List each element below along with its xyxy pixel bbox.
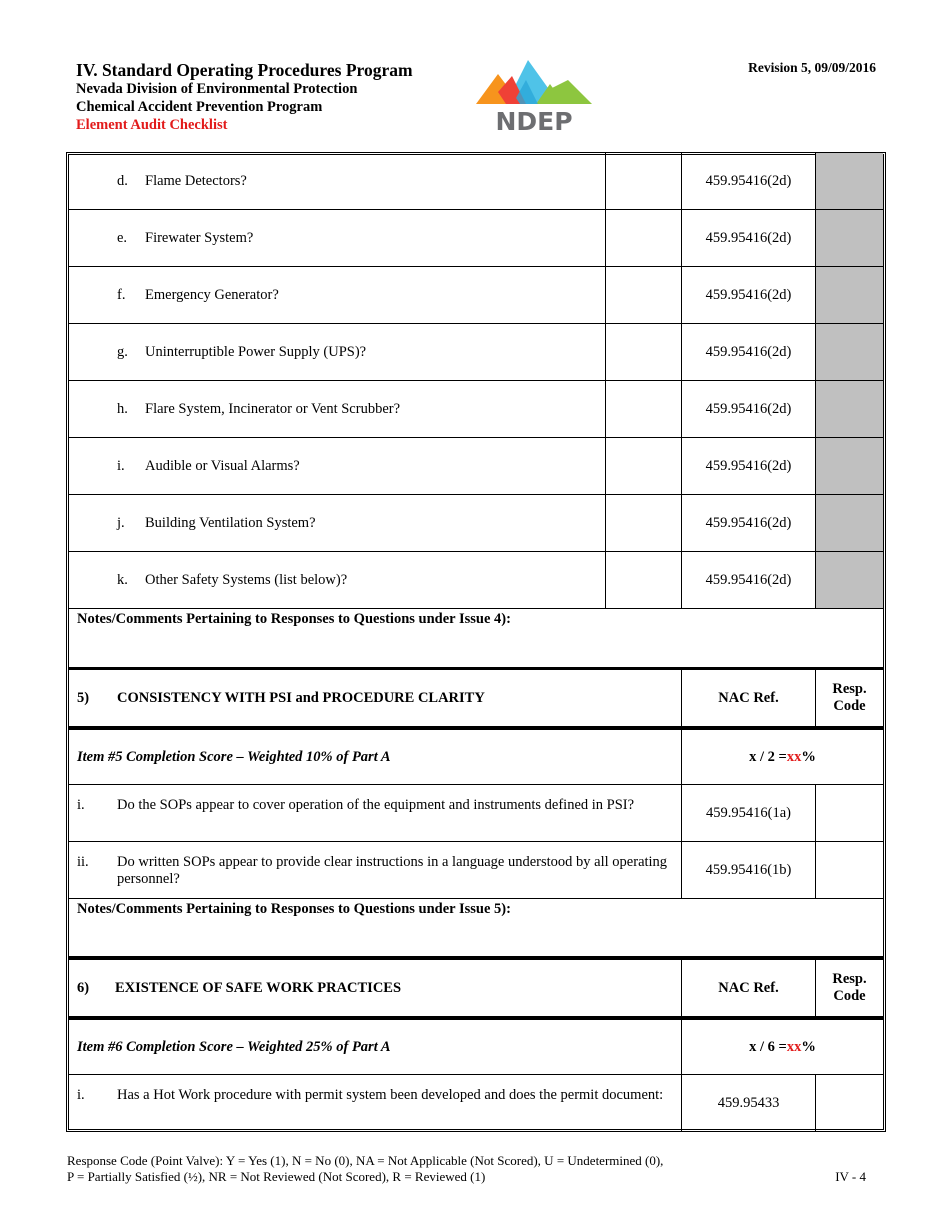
resp-code-header: Resp. Code: [815, 960, 883, 1016]
item-letter: f.: [117, 286, 126, 303]
score-label: Item #6 Completion Score – Weighted 25% of Part A: [77, 1038, 391, 1055]
org-name: Nevada Division of Environmental Protection: [76, 81, 358, 97]
nac-ref: 459.95416(2d): [681, 210, 815, 266]
resp-code-cell-shaded: [815, 324, 883, 380]
score-formula: x / 6 = xx %: [681, 1020, 883, 1074]
item-text: Flare System, Incinerator or Vent Scrubber?: [145, 400, 401, 417]
section-5-score-row: [69, 727, 883, 785]
resp-code-input[interactable]: [815, 1075, 883, 1131]
notes-label: Notes/Comments Pertaining to Responses to Questions under Issue 5):: [77, 901, 511, 917]
nac-ref-header: NAC Ref.: [681, 670, 815, 726]
question-row: [69, 1075, 883, 1132]
item-text: Building Ventilation System?: [145, 514, 316, 531]
checklist-row: [69, 324, 883, 381]
svg-text:NDEP: NDEP: [495, 107, 573, 134]
nac-ref: 459.95416(1a): [681, 785, 815, 841]
item-letter: i.: [117, 457, 125, 474]
question-cell: [69, 153, 605, 209]
item-letter: h.: [117, 400, 128, 417]
item-text: Do the SOPs appear to cover operation of the equipment and instruments defined in PSI?: [117, 797, 635, 813]
program-name: Chemical Accident Prevention Program: [76, 99, 323, 115]
nac-ref: 459.95416(2d): [681, 267, 815, 323]
item-text: Firewater System?: [145, 229, 254, 246]
notes-row-issue5[interactable]: [69, 899, 883, 957]
notes-label: Notes/Comments Pertaining to Responses to Questions under Issue 4):: [77, 611, 511, 627]
revision-label: Revision 5, 09/09/2016: [748, 60, 876, 75]
nac-ref: 459.95416(2d): [681, 153, 815, 209]
section-6-score-row: [69, 1017, 883, 1075]
item-letter: j.: [117, 514, 125, 531]
checklist-row: [69, 438, 883, 495]
blank-cell[interactable]: [605, 552, 681, 608]
item-letter: k.: [117, 571, 128, 588]
item-text: Uninterruptible Power Supply (UPS)?: [145, 343, 367, 360]
blank-cell[interactable]: [605, 495, 681, 551]
page-number: IV - 4: [835, 1169, 866, 1184]
score-formula: x / 2 = xx %: [681, 730, 883, 784]
item-text: Emergency Generator?: [145, 286, 279, 303]
question-cell: [69, 1075, 681, 1131]
section-title: EXISTENCE OF SAFE WORK PRACTICES: [115, 979, 402, 996]
blank-cell[interactable]: [605, 153, 681, 209]
nac-ref: 459.95416(2d): [681, 495, 815, 551]
score-label: Item #5 Completion Score – Weighted 10% of Part A: [77, 748, 391, 765]
blank-cell[interactable]: [605, 210, 681, 266]
item-letter: d.: [117, 172, 128, 189]
ndep-logo: [476, 58, 592, 134]
nac-ref: 459.95416(2d): [681, 438, 815, 494]
audit-checklist-table: [66, 152, 886, 1132]
item-number: i.: [77, 1087, 85, 1103]
section-number: 6): [77, 979, 90, 996]
response-code-legend: Response Code (Point Valve): Y = Yes (1), N = No (0), NA = Not Applicable (Not Scored), U = Undetermined (0), P = Partially Satisfied (½), NR = Not Reviewed (Not Scored), R = Reviewed (1): [67, 1153, 664, 1184]
resp-code-header: Resp. Code: [815, 670, 883, 726]
checklist-row: [69, 210, 883, 267]
question-cell: [69, 267, 605, 323]
checklist-row: [69, 153, 883, 210]
blank-cell[interactable]: [605, 267, 681, 323]
checklist-row: [69, 381, 883, 438]
item-letter: e.: [117, 229, 128, 246]
resp-code-cell-shaded: [815, 438, 883, 494]
item-letter: g.: [117, 343, 128, 360]
nac-ref: 459.95416(2d): [681, 324, 815, 380]
question-row: [69, 785, 883, 842]
resp-code-cell-shaded: [815, 153, 883, 209]
nac-ref: 459.95416(2d): [681, 381, 815, 437]
resp-code-cell-shaded: [815, 267, 883, 323]
item-text: Audible or Visual Alarms?: [145, 457, 300, 474]
nac-ref: 459.95416(2d): [681, 552, 815, 608]
question-cell: [69, 438, 605, 494]
nac-ref-header: NAC Ref.: [681, 960, 815, 1016]
resp-code-input[interactable]: [815, 785, 883, 841]
question-cell: [69, 324, 605, 380]
checklist-row: [69, 267, 883, 324]
resp-code-cell-shaded: [815, 552, 883, 608]
item-text: Flame Detectors?: [145, 172, 247, 189]
page-header: [76, 60, 413, 134]
nac-ref: 459.95416(1b): [681, 842, 815, 898]
resp-code-cell-shaded: [815, 381, 883, 437]
blank-cell[interactable]: [605, 438, 681, 494]
question-cell: [69, 842, 681, 898]
notes-row-issue4[interactable]: [69, 609, 883, 669]
resp-code-cell-shaded: [815, 210, 883, 266]
question-cell: [69, 552, 605, 608]
checklist-row: [69, 552, 883, 609]
question-cell: [69, 785, 681, 841]
resp-code-cell-shaded: [815, 495, 883, 551]
resp-code-input[interactable]: [815, 842, 883, 898]
nac-ref: 459.95433: [681, 1075, 815, 1131]
document-title: IV. Standard Operating Procedures Program: [76, 60, 413, 80]
blank-cell[interactable]: [605, 381, 681, 437]
item-text: Other Safety Systems (list below)?: [145, 571, 348, 588]
item-number: i.: [77, 797, 85, 813]
item-number: ii.: [77, 854, 89, 870]
item-text: Has a Hot Work procedure with permit system been developed and does the permit document:: [117, 1087, 664, 1103]
question-cell: [69, 381, 605, 437]
blank-cell[interactable]: [605, 324, 681, 380]
question-cell: [69, 495, 605, 551]
checklist-label: Element Audit Checklist: [76, 117, 228, 133]
section-6-header: [69, 957, 883, 1017]
question-row: [69, 842, 883, 899]
section-5-header: [69, 667, 883, 727]
section-title: CONSISTENCY WITH PSI and PROCEDURE CLARITY: [117, 689, 485, 706]
item-text: Do written SOPs appear to provide clear instructions in a language understood by all operating personnel?: [117, 854, 668, 887]
section-number: 5): [77, 689, 90, 706]
question-cell: [69, 210, 605, 266]
checklist-row: [69, 495, 883, 552]
